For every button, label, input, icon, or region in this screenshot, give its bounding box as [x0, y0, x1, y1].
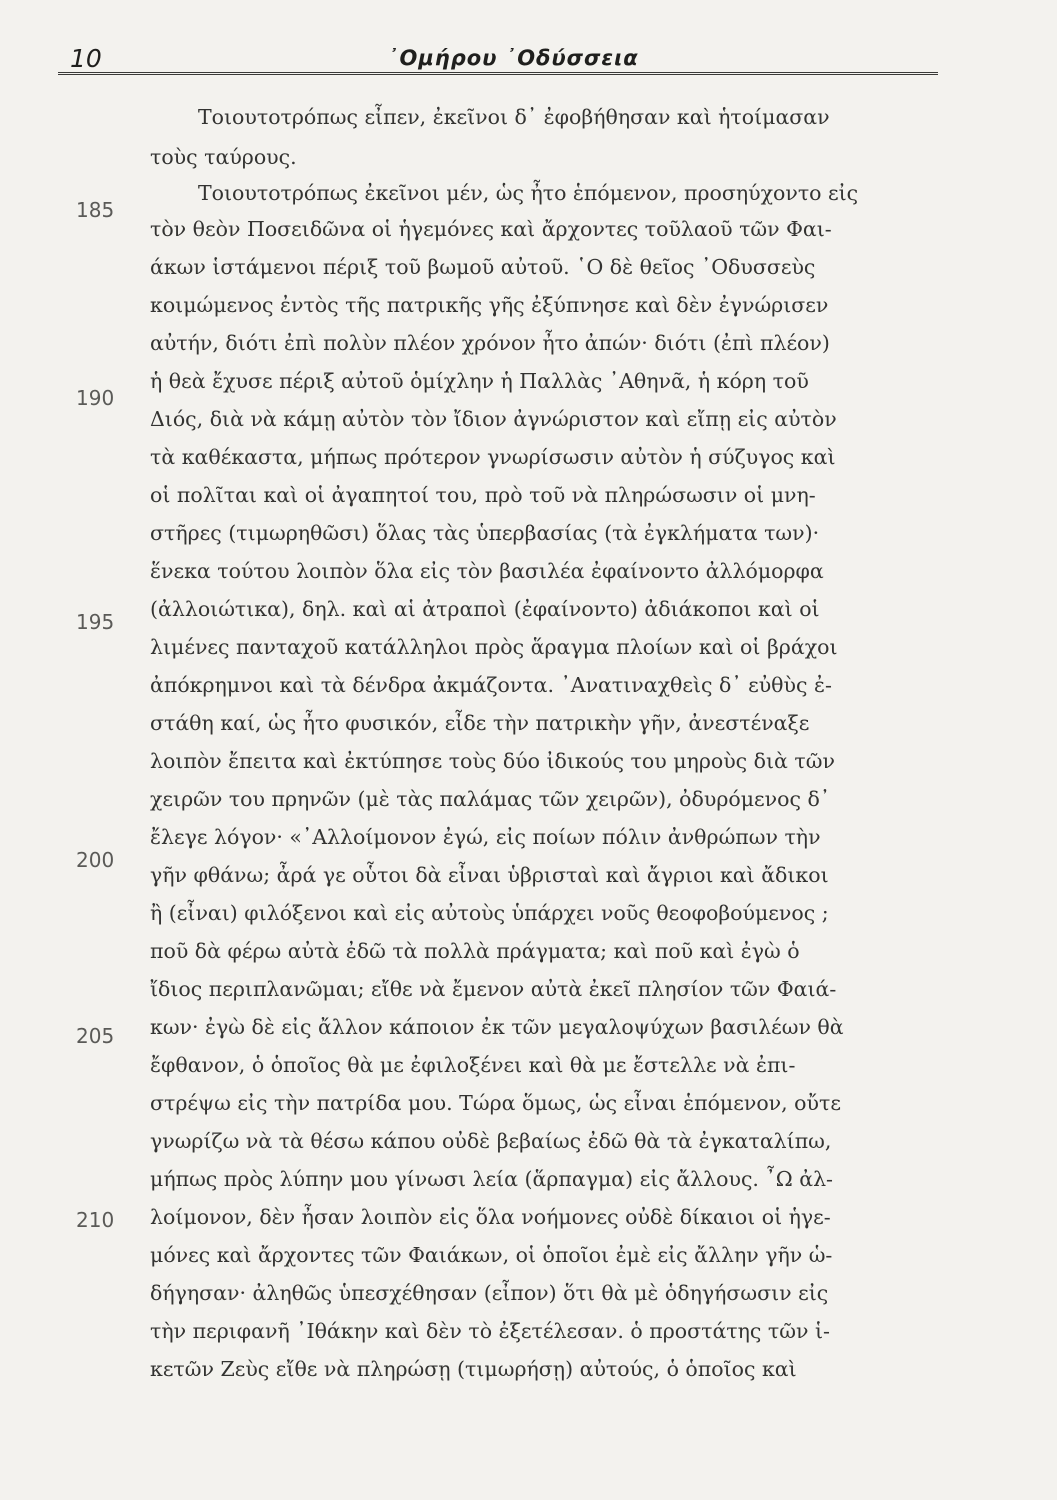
text-line-5: άκων ἱστάμενοι πέριξ τοῦ βωμοῦ αὐτοῦ. ῾Ο δὲ θεῖος ᾿Οδυσσεὺς	[150, 255, 816, 279]
text-line-17: στάθη καί, ὡς ἦτο φυσικόν, εἶδε τὴν πατρικὴν γῆν, ἀνεστέναξε	[150, 711, 810, 735]
text-line-27: στρέψω εἰς τὴν πατρίδα μου. Τώρα ὅμως, ὡς εἶναι ἑπόμενον, οὔτε	[150, 1091, 841, 1115]
text-line-7: αὐτήν, διότι ἐπὶ πολὺν πλέον χρόνον ἦτο ἀπών· διότι (ἐπὶ πλέον)	[150, 331, 830, 355]
text-line-16: ἀπόκρημνοι καὶ τὰ δένδρα ἀκμάζοντα. ᾿Ανατιναχθεὶς δ᾿ εὐθὺς ἐ-	[150, 673, 832, 697]
text-line-4: τὸν θεὸν Ποσειδῶνα οἱ ἡγεμόνες καὶ ἄρχοντες τοῦλαοῦ τῶν Φαι-	[150, 217, 832, 241]
text-line-15: λιμένες πανταχοῦ κατάλληλοι πρὸς ἅραγμα πλοίων καὶ οἱ βράχοι	[150, 635, 838, 659]
text-line-33: τὴν περιφανῆ ᾿Ιθάκην καὶ δὲν τὸ ἐξετέλεσαν. ὁ προστάτης τῶν ἱ-	[150, 1319, 830, 1343]
text-line-11: οἱ πολῖται καὶ οἱ ἀγαπητοί του, πρὸ τοῦ νὰ πληρώσωσιν οἱ μνη-	[150, 483, 816, 507]
text-line-26: ἔφθανον, ὁ ὁποῖος θὰ με ἐφιλοξένει καὶ θὰ με ἔστελλε νὰ ἐπι-	[150, 1053, 796, 1077]
text-line-22: ἢ (εἶναι) φιλόξενοι καὶ εἰς αὐτοὺς ὑπάρχει νοῦς θεοφοβούμενος ;	[150, 901, 829, 925]
text-line-28: γνωρίζω νὰ τὰ θέσω κάπου οὐδὲ βεβαίως ἐδῶ θὰ τὰ ἐγκαταλίπω,	[150, 1129, 832, 1153]
page-number: 10	[70, 44, 102, 73]
text-line-21: γῆν φθάνω; ἆρά γε οὗτοι δὰ εἶναι ὑβρισταὶ καὶ ἄγριοι καὶ ἄδικοι	[150, 863, 829, 887]
running-head	[58, 40, 938, 76]
line-number-205: 205	[76, 1024, 115, 1048]
text-line-34: κετῶν Ζεὺς εἴθε νὰ πληρώσῃ (τιμωρήσῃ) αὐτούς, ὁ ὁποῖος καὶ	[150, 1357, 797, 1381]
text-line-20: ἔλεγε λόγον· «᾿Αλλοίμονον ἐγώ, εἰς ποίων πόλιν ἀνθρώπων τὴν	[150, 825, 821, 849]
text-line-24: ἴδιος περιπλανῶμαι; εἴθε νὰ ἔμενον αὐτὰ ἐκεῖ πλησίον τῶν Φαιά-	[150, 977, 837, 1001]
text-line-32: δήγησαν· ἀληθῶς ὑπεσχέθησαν (εἶπον) ὅτι θὰ μὲ ὁδηγήσωσιν εἰς	[150, 1281, 829, 1305]
text-line-19: χειρῶν του πρηνῶν (μὲ τὰς παλάμας τῶν χειρῶν), ὀδυρόμενος δ᾿	[150, 787, 831, 811]
text-line-10: τὰ καθέκαστα, μήπως πρότερον γνωρίσωσιν αὐτὸν ἡ σύζυγος καὶ	[150, 445, 836, 469]
text-line-9: Διός, διὰ νὰ κάμῃ αὐτὸν τὸν ἴδιον ἀγνώριστον καὶ εἴπῃ εἰς αὐτὸν	[150, 407, 837, 431]
text-line-13: ἕνεκα τούτου λοιπὸν ὅλα εἰς τὸν βασιλέα ἐφαίνοντο ἀλλόμορφα	[150, 559, 824, 583]
running-title: ᾿Ομήρου ᾿Οδύσσεια	[388, 46, 639, 70]
line-number-195: 195	[76, 610, 115, 634]
text-line-1: Τοιουτοτρόπως εἶπεν, ἐκεῖνοι δ᾿ ἐφοβήθησαν καὶ ἡτοίμασαν	[198, 105, 830, 129]
text-line-23: ποῦ δὰ φέρω αὐτὰ ἐδῶ τὰ πολλὰ πράγματα; καὶ ποῦ καὶ ἐγὼ ὁ	[150, 939, 800, 963]
text-line-8: ἡ θεὰ ἔχυσε πέριξ αὐτοῦ ὁμίχλην ἡ Παλλὰς ᾿Αθηνᾶ, ἡ κόρη τοῦ	[150, 369, 809, 393]
text-line-29: μήπως πρὸς λύπην μου γίνωσι λεία (ἅρπαγμα) εἰς ἄλλους. ῏Ω ἀλ-	[150, 1167, 833, 1191]
text-line-18: λοιπὸν ἔπειτα καὶ ἐκτύπησε τοὺς δύο ἰδικούς του μηροὺς διὰ τῶν	[150, 749, 835, 773]
line-number-185: 185	[76, 198, 115, 222]
header-rule	[58, 72, 938, 75]
text-line-12: στῆρες (τιμωρηθῶσι) ὅλας τὰς ὑπερβασίας (τὰ ἐγκλήματα των)·	[150, 521, 820, 545]
text-line-3: Τοιουτοτρόπως ἐκεῖνοι μέν, ὡς ἦτο ἑπόμενον, προσηύχοντο εἰς	[198, 181, 859, 205]
line-number-200: 200	[76, 848, 115, 872]
text-line-6: κοιμώμενος ἐντὸς τῆς πατρικῆς γῆς ἐξύπνησε καὶ δὲν ἐγνώρισεν	[150, 293, 829, 317]
text-line-30: λοίμονον, δὲν ἦσαν λοιπὸν εἰς ὅλα νοήμονες οὐδὲ δίκαιοι οἱ ἡγε-	[150, 1205, 831, 1229]
text-line-2: τοὺς ταύρους.	[150, 145, 297, 169]
text-line-25: κων· ἐγὼ δὲ εἰς ἄλλον κάποιον ἐκ τῶν μεγαλοψύχων βασιλέων θὰ	[150, 1015, 844, 1039]
line-number-210: 210	[76, 1208, 115, 1232]
line-number-190: 190	[76, 386, 115, 410]
text-line-14: (ἀλλοιώτικα), δηλ. καὶ αἱ ἀτραποὶ (ἐφαίνοντο) ἀδιάκοποι καὶ οἱ	[150, 597, 820, 621]
text-line-31: μόνες καὶ ἄρχοντες τῶν Φαιάκων, οἱ ὁποῖοι ἐμὲ εἰς ἄλλην γῆν ὡ-	[150, 1243, 833, 1267]
